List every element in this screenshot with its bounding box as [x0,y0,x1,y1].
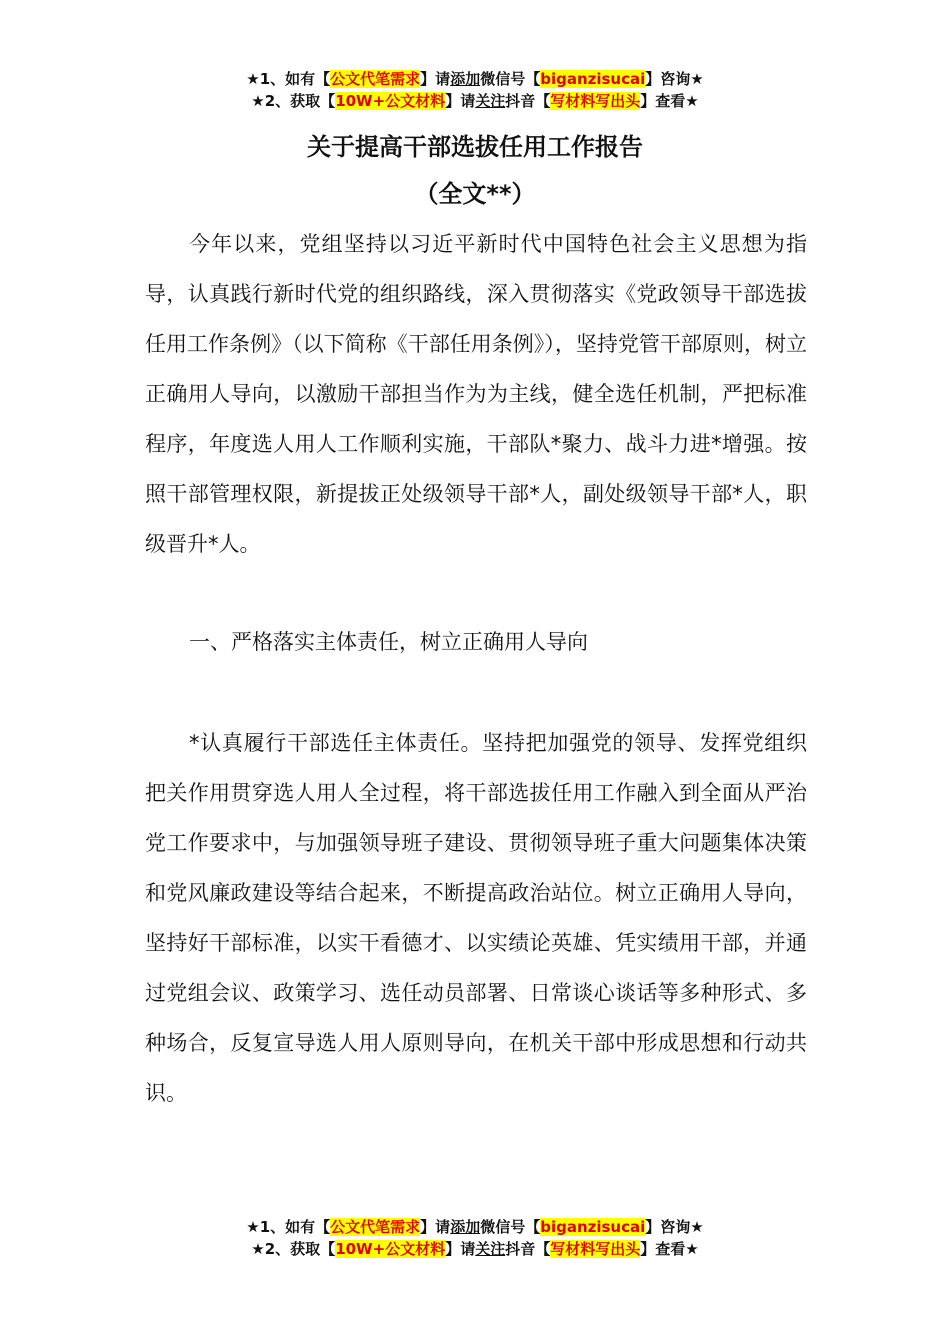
douyin-id-highlight: 写材料写出头 [550,1240,641,1258]
banner-text: 】请 [420,1218,451,1236]
banner-text: 抖音【 [505,92,551,110]
banner-underline: 关注 [475,92,506,110]
banner-underline: 添加 [450,70,481,88]
banner-text: 】请 [445,92,476,110]
banner-text: ★2、获取【 [251,92,336,110]
footer-banner [0,1216,950,1260]
douyin-id-highlight: 写材料写出头 [550,92,641,110]
banner-text: ★1、如有【 [246,70,331,88]
body-paragraph-2: *认真履行干部选任主体责任。坚持把加强党的领导、发挥党组织把关作用贯穿选人用人全过程，将干部选拔任用工作融入到全面从严治党工作要求中，与加强领导班子建设、贯彻领导班子重大问题集体决策和党风廉政建设等结合起来，不断提高政治站位。树立正确用人导向，坚持好干部标准，以实干看德才、以实绩论英雄、凭实绩用干部，并通过党组会议、政策学习、选任动员部署、日常谈心谈话等多种形式、多种场合，反复宣导选人用人原则导向，在机关干部中形成思想和行动共识。 [145,731,807,1105]
banner-text: 】请 [445,1240,476,1258]
section-heading-1: 一、严格落实主体责任，树立正确用人导向 [189,630,588,654]
banner-text: 】咨询★ [645,1218,704,1236]
document-subtitle: （全文**） [414,180,536,208]
banner-text: ★1、如有【 [246,1218,331,1236]
banner-text: ★2、获取【 [251,1240,336,1258]
banner-underline: 关注 [475,1240,506,1258]
wechat-id-highlight: biganzisucai [540,1218,646,1236]
banner-text: 】查看★ [640,1240,699,1258]
document-title: 关于提高干部选拔任用工作报告 [307,133,643,161]
banner-highlight: 公文代笔需求 [330,1218,421,1236]
banner-line-1 [0,68,950,90]
banner-highlight: 10W+公文材料 [335,92,446,110]
banner-text: 微信号【 [480,1218,541,1236]
banner-text: 抖音【 [505,1240,551,1258]
banner-underline: 添加 [450,1218,481,1236]
banner-highlight: 10W+公文材料 [335,1240,446,1258]
banner-text: 微信号【 [480,70,541,88]
banner-line-2 [0,1238,950,1260]
banner-line-2 [0,90,950,112]
body-paragraph-1: 今年以来，党组坚持以习近平新时代中国特色社会主义思想为指导，认真践行新时代党的组织路线，深入贯彻落实《党政领导干部选拔任用工作条例》（以下简称《干部任用条例》），坚持党管干部原则，树立正确用人导向，以激励干部担当作为为主线，健全选任机制，严把标准程序，年度选人用人工作顺利实施，干部队*聚力、战斗力进*增强。按照干部管理权限，新提拔正处级领导干部*人，副处级领导干部*人，职级晋升*人。 [145,232,807,556]
header-banner [0,68,950,112]
banner-text: 】咨询★ [645,70,704,88]
wechat-id-highlight: biganzisucai [540,70,646,88]
banner-text: 】请 [420,70,451,88]
banner-highlight: 公文代笔需求 [330,70,421,88]
banner-text: 】查看★ [640,92,699,110]
banner-line-1 [0,1216,950,1238]
